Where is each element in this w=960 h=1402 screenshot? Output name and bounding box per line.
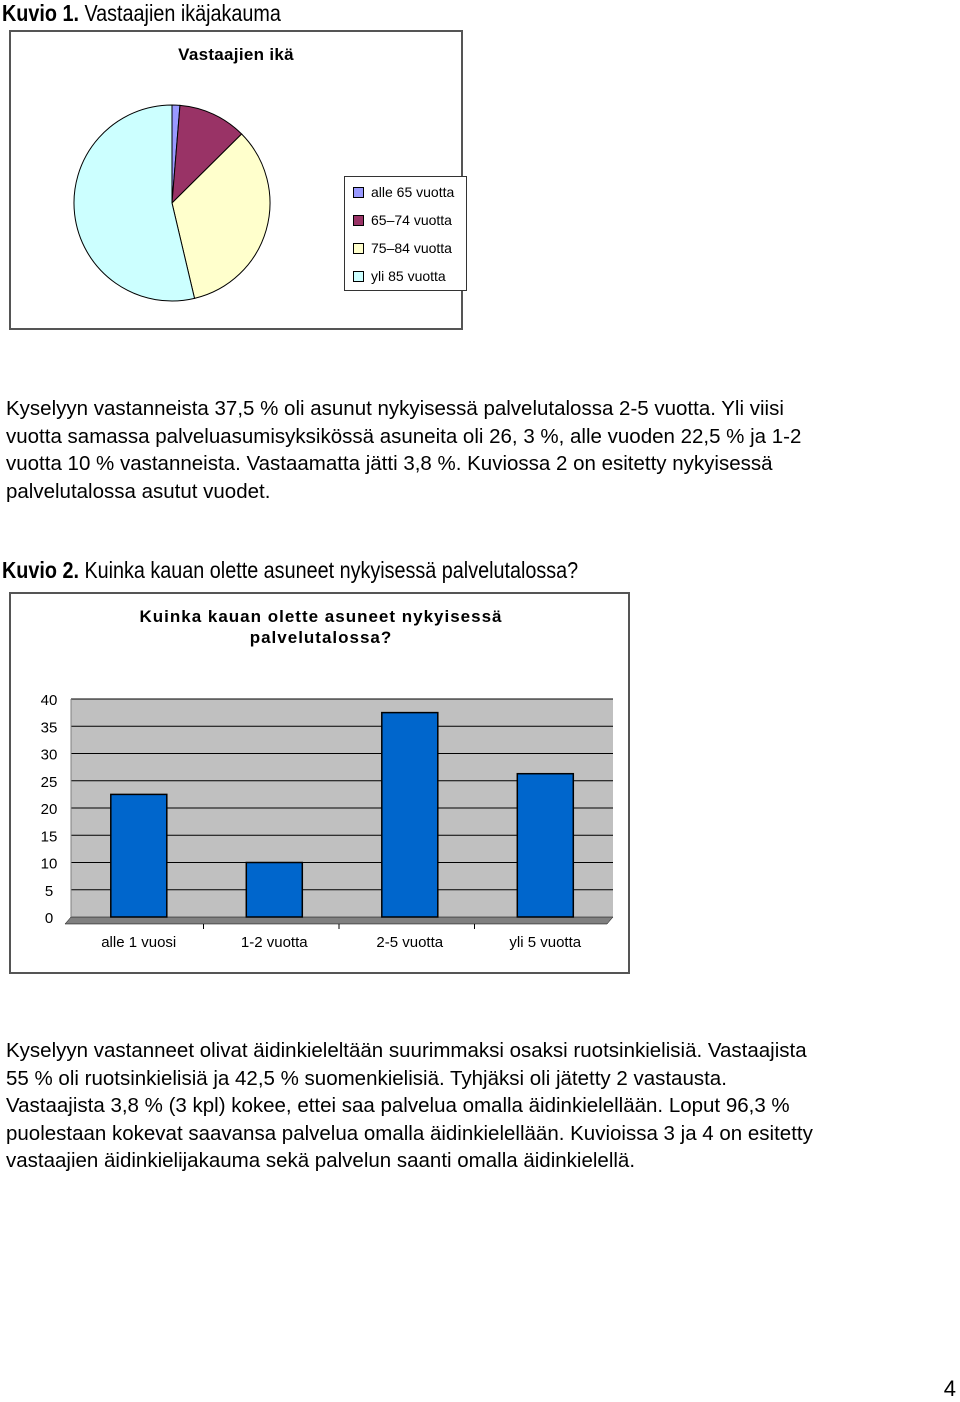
paragraph-2-line: Vastaajista 3,8 % (3 kpl) kokee, ettei saa palvelua omalla äidinkielellään. Loput 96,3 % [6, 1094, 790, 1117]
y-tick-label: 40 [40, 692, 58, 709]
y-tick-label: 20 [40, 801, 58, 818]
paragraph-1 [6, 395, 801, 505]
paragraph-1-line: vuotta 10 % vastanneista. Vastaamatta jätti 3,8 %. Kuviossa 2 on esitetty nykyisessä [6, 452, 773, 475]
figure1-label: Kuvio 1. [2, 0, 79, 26]
legend-item-3 [353, 240, 452, 256]
x-tick-label: yli 5 vuotta [509, 934, 582, 951]
legend-item-2 [353, 212, 452, 228]
pie-legend [344, 176, 467, 291]
legend-label-3: 75–84 vuotta [371, 240, 452, 256]
paragraph-1-line: palvelutalossa asutut vuodet. [6, 479, 271, 503]
legend-swatch-3 [353, 243, 364, 254]
x-tick-label: alle 1 vuosi [101, 934, 177, 951]
figure2-caption-text: Kuinka kauan olette asuneet nykyisessä palvelutalossa? [84, 557, 579, 583]
y-tick-label: 15 [40, 828, 58, 846]
y-tick-label: 10 [40, 855, 58, 873]
paragraph-2-line: vastaajien äidinkielijakauma sekä palvelun saanti omalla äidinkielellä. [6, 1149, 636, 1172]
bar-chart-svg [11, 594, 628, 972]
paragraph-2-line: puolestaan kokevat saavansa palvelua omalla äidinkielellään. Kuvioissa 3 ja 4 on esitetty [6, 1121, 813, 1145]
figure1-caption-text: Vastaajien ikäjakauma [84, 0, 281, 26]
legend-swatch-2 [353, 215, 364, 226]
bar-chart-title-line-2: palvelutalossa? [249, 628, 393, 647]
legend-label-4: yli 85 vuotta [371, 268, 446, 284]
legend-item-1 [353, 184, 454, 200]
bar [382, 713, 438, 917]
x-tick-label: 1-2 vuotta [240, 934, 308, 951]
bar-chart-title-line-1: Kuinka kauan olette asuneet nykyisessä [139, 607, 503, 626]
legend-label-2: 65–74 vuotta [371, 212, 452, 228]
figure2-caption [2, 557, 578, 584]
figure2-label: Kuvio 2. [2, 557, 79, 583]
legend-label-1: alle 65 vuotta [371, 184, 455, 200]
paragraph-1-line: vuotta samassa palveluasumisyksikössä asuneita oli 26, 3 %, alle vuoden 22,5 % ja 1-2 [6, 424, 802, 448]
bar [246, 863, 302, 918]
x-tick-label: 2-5 vuotta [376, 934, 444, 951]
y-tick-label: 0 [44, 910, 54, 927]
y-tick-label: 25 [40, 773, 58, 791]
figure1-caption [2, 0, 281, 27]
legend-item-4 [353, 268, 446, 284]
y-tick-label: 30 [40, 746, 58, 764]
plot-floor [65, 917, 613, 924]
paragraph-2 [6, 1037, 813, 1175]
bar [111, 794, 167, 917]
age-pie-chart [9, 30, 463, 330]
paragraph-2-line: 55 % oli ruotsinkielisiä ja 42,5 % suomenkielisiä. Tyhjäksi oli jätetty 2 vastausta. [6, 1066, 727, 1090]
duration-bar-chart [9, 592, 630, 974]
paragraph-2-line: Kyselyyn vastanneet olivat äidinkieleltään suurimmaksi osaksi ruotsinkielisiä. Vastaajista [6, 1039, 807, 1062]
legend-swatch-4 [353, 271, 364, 282]
paragraph-1-line: Kyselyyn vastanneista 37,5 % oli asunut nykyisessä palvelutalossa 2-5 vuotta. Yli viisi [6, 397, 784, 420]
legend-swatch-1 [353, 187, 364, 198]
y-tick-label: 35 [40, 719, 58, 737]
pie-chart-title: Vastaajien ikä [178, 45, 294, 64]
y-tick-label: 5 [44, 882, 54, 900]
page-number: 4 [943, 1376, 956, 1401]
bar [517, 774, 573, 917]
